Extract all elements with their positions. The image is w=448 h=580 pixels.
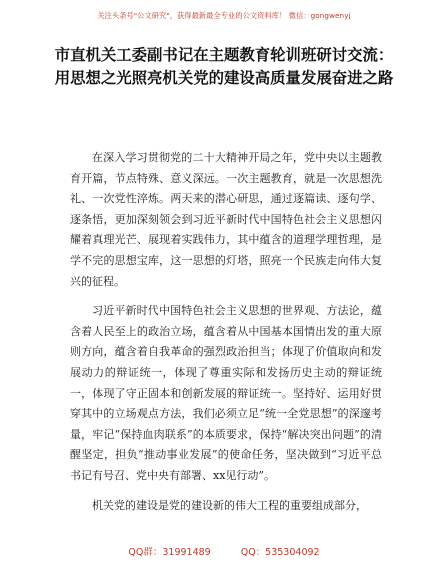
footer-contact: [0, 544, 448, 558]
paragraph: 习近平新时代中国特色社会主义思想的世界观、方法论，蕴含着人民至上的政治立场，蕴含着从中国基本国情出发的重大原则方向，蕴含着自我革命的强烈政治担当；体现了价值取向和发展动力的辩证统一，体现了尊重实际和发扬历史主动的辩证统一，体现了守正固本和创新发展的辩证统一。坚持好、运用好贯穿其中的立场观点方法，我们必须立足“统一全党思想”的深邃考量，牢记“保持血肉联系”的本质要求，保持“解决突出问题”的清醒坚定，担负“推动事业发展”的使命任务，坚决做到“习近平总书记有号召、党中央有部署、xx见行动”。: [70, 304, 382, 482]
paragraph: 机关党的建设是党的建设新的伟大工程的重要组成部分，: [92, 498, 367, 512]
paragraph: 在深入学习贯彻党的二十大精神开局之年，党中央以主题教育开篇，节点特殊、意义深远。一次主题教育，就是一次思想洗礼、一次党性淬炼。两天来的潜心研思，通过逐篇读、逐句学、逐条悟，更加深刻领会到习近平新时代中国特色社会主义思想闪耀着真理光芒、展现着实践伟力，其中蕴含的道理学理哲理，是学不完的思想宝库，这一思想的灯塔，照亮一个民族走向伟大复兴的征程。: [70, 151, 382, 288]
footer-qq: QQ：535304092: [240, 547, 320, 558]
document-title: 市直机关工委副书记在主题教育轮训班研讨交流：用思想之光照亮机关党的建设高质量发展奋进之路: [54, 46, 394, 87]
document-body: [70, 148, 382, 525]
header-note: 关注头条号"公文研究"，获得最新最全专业的公文资料库！ 微信：gongwenyj: [97, 11, 351, 20]
footer-qq-group: QQ群：31991489: [128, 547, 211, 558]
